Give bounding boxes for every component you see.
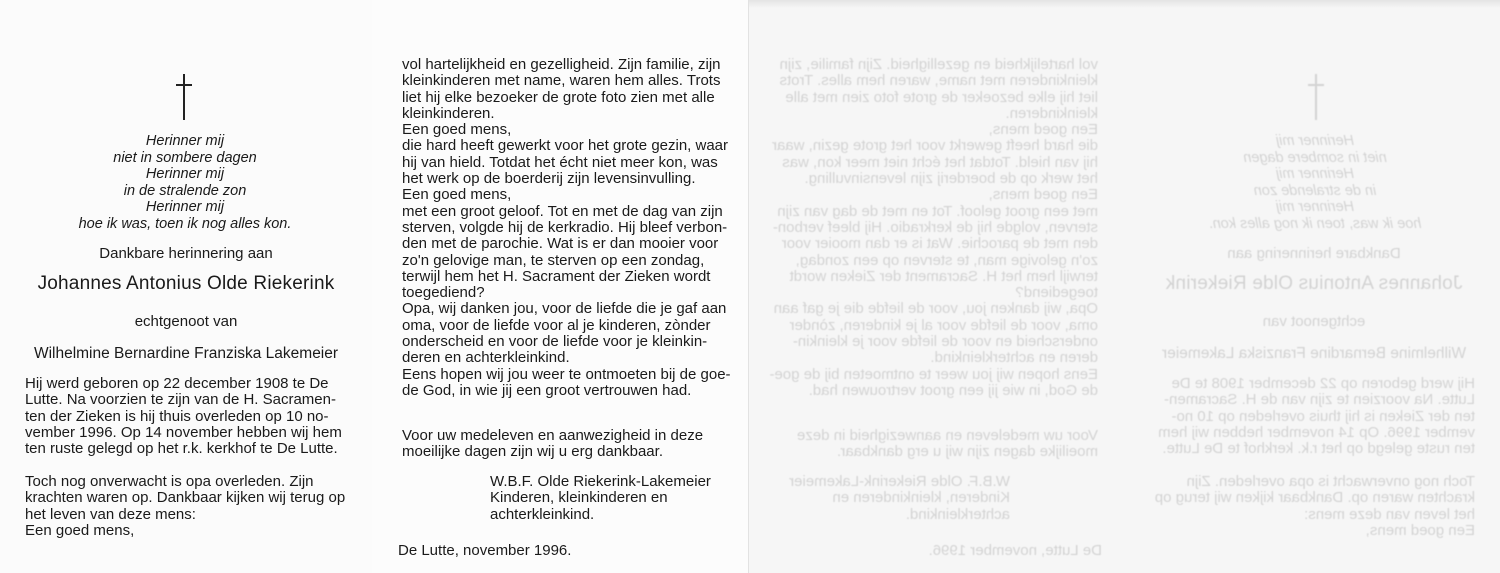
memorial-poem xyxy=(60,133,310,233)
text-line: vol hartelijkheid en gezelligheid. Zijn familie, zijn xyxy=(402,56,721,73)
relation-text: echtgenoot van xyxy=(134,313,238,330)
place-date: De Lutte, november 1996. xyxy=(398,542,572,559)
cross-icon xyxy=(176,74,192,120)
signature-line: achterkleinkind. xyxy=(490,505,595,523)
card-left-panel xyxy=(0,0,372,573)
signature-line: Kinderen, kleinkinderen en xyxy=(490,489,668,507)
text-line: liet hij elke bezoeker de grote foto zien met alle xyxy=(402,88,715,106)
poem-line: hoe ik was, toen ik nog alles kon. xyxy=(78,215,292,232)
card-right-panel xyxy=(372,0,749,573)
text-line: Eens hopen wij jou weer te ontmoeten bij de goe- xyxy=(402,365,731,383)
bio-paragraph xyxy=(25,376,343,457)
poem-line: in de stralende zon xyxy=(123,182,247,199)
deceased-name: Johannes Antonius Olde Riekerink xyxy=(37,273,335,294)
dedication-text: Dankbare herinnering aan xyxy=(99,245,273,262)
text-line: Een goed mens, xyxy=(402,186,512,204)
text-line: kleinkinderen. xyxy=(402,104,495,122)
poem-line: Herinner mij xyxy=(145,199,225,216)
poem-line: Herinner mij xyxy=(145,166,225,183)
tribute-paragraph xyxy=(25,473,346,539)
text-line: terwijl hem het H. Sacrament der Zieken wordt xyxy=(402,267,711,285)
text-line: deren en achterkleinkind. xyxy=(402,349,570,367)
text-line: de God, in wie jij een groot vertrouwen had. xyxy=(402,381,692,399)
ghost-cross-icon xyxy=(1308,74,1324,120)
poem-line: niet in sombere dagen xyxy=(113,149,257,166)
bio-line: vember 1996. Op 14 november hebben wij hem xyxy=(25,423,342,441)
text-line: hij van hield. Totdat het écht niet meer kon, was xyxy=(402,153,718,171)
bleed-through-text: Herinner mij niet in sombere dagen Herinner mij in de stralende zon Herinner mij hoe ik was, toen ik nog alles kon. Dankbare herinnering aan Johannes Antonius Olde Riekerink echtgenoot van Wilhelmine Bernardine Franziska Lakemeier Hij werd geboren op 22 december 1908 te De Lutte. Na voorzien te zijn van de H. Sacramen- ten der Zieken is hij thuis overleden op 10 no- vember 1996. Op 14 november hebben wij hem ten ruste gelegd op het r.k. kerkhof te De Lutte. Toch nog onverwacht is opa overleden. Zijn krachten waren op. Dankbaar kijken wij terug op het leven van deze mens: Een goed mens, vol hartelijkheid en gezelligheid. Zijn familie, zijn kleinkinderen met name, waren hem alles. Trots liet hij elke bezoeker de grote foto zien met alle kleinkinderen. Een goed mens, die hard heeft gewerkt voor het grote gezin, waar hij van hield. Totdat het écht niet meer kon, was het werk op de boerderij zijn levensinvulling. Een goed mens, met een groot geloof. Tot en met de dag van zijn sterven, volgde hij de kerkradio. Hij bleef verbon- den met de parochie. Wat is er dan mooier voor zo'n gelovige man, te sterven op een zondag, terwijl hem het H. Sacrament der Zieken wordt toegediend? Opa, wij danken jou, voor de liefde die je gaf aan oma, voor de liefde voor al je kinderen, zònder onderscheid en voor de liefde voor je kleinkin- deren en achterkleinkind. Eens hopen wij jou weer te ontmoeten bij de goe- de God, in wie jij een groot vertrouwen had. Voor uw medeleven en aanwezigheid in deze moeilijke dagen zijn wij u erg dankbaar. W.B.F. Olde Riekerink-Lakemeier Kinderen, kleinkinderen en achterkleinkind. De Lutte, november 1996. xyxy=(769,56,1475,559)
text-line: Opa, wij danken jou, voor de liefde die je gaf aan xyxy=(402,300,727,318)
bio-line: Hij werd geboren op 22 december 1908 te De xyxy=(25,375,329,392)
card-back-side xyxy=(749,0,1500,573)
bio-line: Lutte. Na voorzien te zijn van de H. Sacramen- xyxy=(25,391,336,409)
text-line: kleinkinderen met name, waren hem alles. Trots xyxy=(402,72,721,90)
bio-line: ten ruste gelegd op het r.k. kerkhof te De Lutte. xyxy=(25,440,338,458)
signature-line: W.B.F. Olde Riekerink-Lakemeier xyxy=(490,473,711,490)
text-line: met een groot geloof. Tot en met de dag van zijn xyxy=(402,202,723,220)
text-line: zo'n gelovige man, te sterven op een zondag, xyxy=(402,251,705,269)
text-line: die hard heeft gewerkt voor het grote gezin, waar xyxy=(402,137,729,155)
thanks-line: moeilijke dagen zijn wij u erg dankbaar. xyxy=(402,443,663,461)
text-line: sterven, volgde hij de kerkradio. Hij bleef verbon- xyxy=(402,218,728,236)
tribute-line: krachten waren op. Dankbaar kijken wij terug op xyxy=(25,489,346,507)
ghost-poem: Herinner mij niet in sombere dagen Herinner mij in de stralende zon Herinner mij hoe ik was, toen ik nog alles kon. xyxy=(1208,133,1422,232)
spouse-name: Wilhelmine Bernardine Franziska Lakemeier xyxy=(33,345,339,362)
text-line: oma, voor de liefde voor al je kinderen, zònder xyxy=(402,316,711,334)
text-line: toegediend? xyxy=(402,284,485,302)
tribute-line: Toch nog onverwacht is opa overleden. Zijn xyxy=(25,473,314,490)
thanks-line: Voor uw medeleven en aanwezigheid in deze xyxy=(402,427,704,444)
signature-block xyxy=(490,474,720,523)
tribute-line: het leven van deze mens: xyxy=(25,505,196,523)
poem-line: Herinner mij xyxy=(145,133,225,149)
text-line: het werk op de boerderij zijn levensinvulling. xyxy=(402,170,696,188)
bio-line: ten der Zieken is hij thuis overleden op 10 no- xyxy=(25,407,329,425)
thanks-paragraph xyxy=(402,428,718,461)
text-line: Een goed mens, xyxy=(402,121,512,139)
tribute-line: Een goed mens, xyxy=(25,521,135,539)
text-line: den met de parochie. Wat is er dan mooier voor xyxy=(402,235,719,253)
tribute-continuation xyxy=(402,56,731,399)
text-line: onderscheid en voor de liefde voor je kleinkin- xyxy=(402,333,708,351)
